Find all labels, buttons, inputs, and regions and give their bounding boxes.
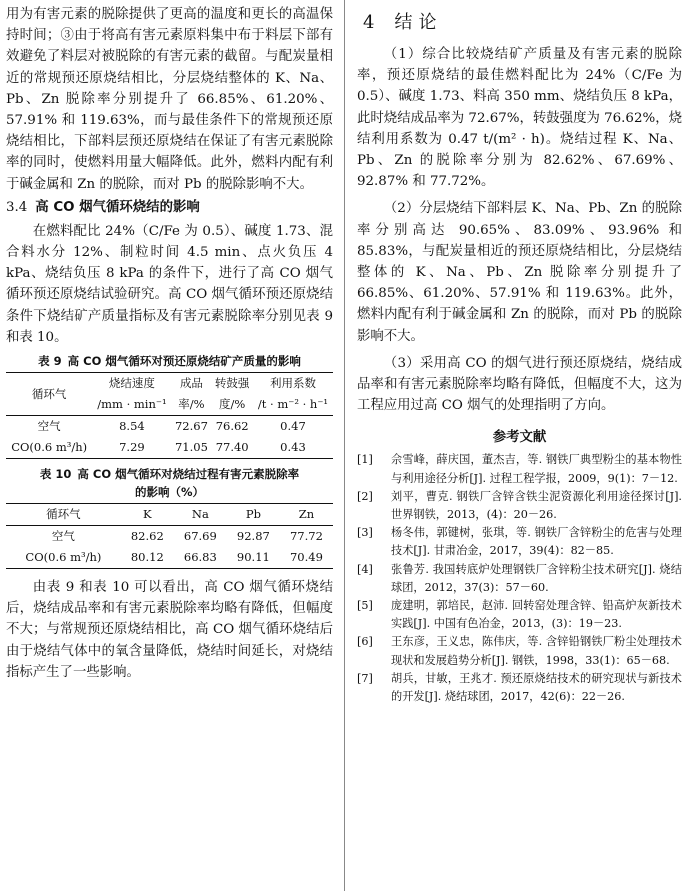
reference-item [357, 488, 682, 524]
table9-header-yield: 成品 [172, 373, 212, 395]
left-column [6, 4, 333, 683]
section-3-4-heading [6, 197, 333, 219]
paragraph-sec34: 在燃料配比 24%（C/Fe 为 0.5）、碱度 1.73、混合料水分 12%、制粒时间 4.5 min、点火负压 4 kPa、烧结负压 8 kPa 的条件下，进行了高 CO 烟气循环预还原烧结试验研究。高 CO 烟气循环预还原烧结条件下烧结矿产质量指标及有害元素脱除率分别见表 9 和表 10。 [6, 223, 333, 345]
conclusion-3: （3）采用高 CO 的烟气进行预还原烧结，烧结成品率和有害元素脱除率均略有降低，但幅度不大，这为工程应用过高 CO 烟气的处理指明了方向。 [357, 355, 682, 414]
section-title: 高 CO 烟气循环烧结的影响 [35, 199, 200, 215]
table-cell: 72.67 [174, 419, 208, 434]
table10-caption [6, 465, 333, 501]
table10-header-na: Na [174, 504, 227, 526]
reference-item [357, 524, 682, 560]
table-cell: 空气 [51, 529, 75, 544]
table-cell: 66.83 [174, 547, 227, 569]
reference-number: [2] [357, 489, 373, 503]
table10-title-line2: 的影响（%） [134, 485, 205, 500]
reference-text: 杨冬伟，郭键树，张琪，等. 钢铁厂含锌粉尘的危害与处理技术[J]. 甘肃冶金，2017，39(4)：82－85. [391, 526, 682, 558]
table9-unit-drum: 度/% [211, 394, 253, 416]
table-row [6, 547, 333, 569]
table-cell: 77.72 [289, 529, 323, 544]
table-cell: 92.87 [236, 529, 270, 544]
table-cell: 70.49 [280, 547, 333, 569]
chapter-heading [363, 8, 682, 38]
reference-item [357, 633, 682, 669]
table9 [6, 372, 333, 459]
reference-number: [5] [357, 599, 373, 613]
chapter-title: 结论 [394, 12, 443, 33]
table-cell: 77.40 [211, 437, 253, 459]
reference-number: [6] [357, 635, 373, 649]
table9-unit-yield: 率/% [172, 394, 212, 416]
right-column [357, 4, 682, 706]
table10-number: 表 10 [39, 467, 72, 482]
table-cell: 67.69 [183, 529, 217, 544]
table-cell: 71.05 [172, 437, 212, 459]
table9-caption [6, 352, 333, 370]
table9-title: 高 CO 烟气循环对预还原烧结矿产质量的影响 [67, 354, 301, 369]
table-row [6, 437, 333, 459]
table-cell: 82.62 [130, 529, 164, 544]
table-cell: CO(0.6 m³/h) [6, 547, 121, 569]
chapter-number: 4 [363, 12, 381, 33]
table9-header-speed: 烧结速度 [92, 373, 171, 395]
table9-unit-coef: /t · m⁻² · h⁻¹ [253, 394, 333, 416]
reference-item [357, 561, 682, 597]
reference-number: [4] [357, 562, 373, 576]
table-cell: 0.47 [280, 419, 306, 434]
section-number: 3.4 [6, 199, 28, 215]
table-row [6, 526, 333, 548]
table-cell: 80.12 [121, 547, 174, 569]
reference-number: [3] [357, 526, 373, 540]
reference-item [357, 451, 682, 487]
conclusion-1: （1）综合比较烧结矿产质量及有害元素的脱除率，预还原烧结的最佳燃料配比为 24%（C/Fe 为 0.5）、碱度 1.73、料高 350 mm、烧结负压 8 kPa，此时烧结成品率为 72.67%，转鼓强度为 76.62%，烧结利用系数为 0.47 t/(m² · h)。烧结过程 K、Na、Pb、Zn 的脱除率分别为 82.62%、67.69%、92.87% 和 77.72%。 [357, 47, 682, 190]
reference-item [357, 597, 682, 633]
conclusion-2: （2）分层烧结下部料层 K、Na、Pb、Zn 的脱除率分别高达 90.65%、83.09%、93.96% 和 85.83%，与配炭量相近的预还原烧结相比，分层烧结整体的 K、Na、Pb、Zn 脱除率分别提升了 66.85%、61.20%、57.91% 和 119.63%。此外，燃料内配有利于碱金属和 Zn 的脱除，而对 Pb 的脱除影响不大。 [357, 201, 682, 344]
reference-text: 刘平，曹克. 钢铁厂含锌含铁尘泥资源化利用途径探讨[J]. 世界钢铁，2013，(4)：20－26. [391, 489, 682, 522]
reference-text: 庞建明，郭培民，赵沛. 回转窑处理含锌、铅高炉灰新技术实践[J]. 中国有色冶金，2013，(3)：19－23. [391, 599, 682, 631]
table9-number: 表 9 [38, 354, 62, 369]
table10-header-k: K [121, 504, 174, 526]
table-cell: 空气 [37, 419, 61, 434]
table10-title: 高 CO 烟气循环对烧结过程有害元素脱除率 [77, 467, 300, 482]
table9-header-gas: 循环气 [6, 373, 92, 416]
reference-item [357, 670, 682, 706]
reference-text: 王东彦，王义忠，陈伟庆，等. 含锌铅钢铁厂粉尘处理技术现状和发展趋势分析[J]. 钢铁，1998，33(1)：65－68. [391, 635, 682, 667]
reference-number: [1] [357, 453, 373, 467]
table-cell: 76.62 [215, 419, 249, 434]
table9-header-coef: 利用系数 [253, 373, 333, 395]
references-heading: 参考文献 [492, 430, 547, 446]
paragraph-after-tables: 由表 9 和表 10 可以看出，高 CO 烟气循环烧结后，烧结成品率和有害元素脱除率均略有降低，但幅度不大；与常规预还原烧结相比，高 CO 烟气循环烧结后由于烧结气体中的氧含量降低，烧结时间延长，对烧结指标产生了一些影响。 [6, 580, 333, 680]
table10-header-zn: Zn [280, 504, 333, 526]
reference-text: 胡兵，甘敏，王兆才. 预还原烧结技术的研究现状与新技术的开发[J]. 烧结球团，2017，42(6)：22－26. [391, 671, 682, 704]
table-cell: 8.54 [119, 419, 145, 434]
reference-number: [7] [357, 671, 373, 685]
table-cell: 0.43 [253, 437, 333, 459]
table-row [6, 416, 333, 438]
table-cell: 7.29 [92, 437, 171, 459]
table9-header-drum: 转鼓强 [211, 373, 253, 395]
reference-list [357, 451, 682, 706]
table10-header-gas: 循环气 [6, 504, 121, 526]
paragraph-continued: 用为有害元素的脱除提供了更高的温度和更长的高温保持时间；③由于将高有害元素原料集中布于料层下部有效避免了料层对被脱除的有害元素的截留。与配炭量相近的常规预还原烧结相比，分层烧结整体的 K、Na、Pb、Zn 脱除率分别提升了 66.85%、61.20%、57.91% 和 119.63%，而与最佳条件下的常规预还原烧结相比，下部料层预还原烧结在保证了有害元素脱除率的同时，使燃料用量大幅降低。此外，燃料内配有利于碱金属和 Zn 的脱除，而对 Pb 的脱除影响不大。 [6, 7, 333, 192]
table-cell: CO(0.6 m³/h) [6, 437, 92, 459]
table10 [6, 503, 333, 569]
reference-text: 张鲁芳. 我国转底炉处理钢铁厂含锌粉尘技术研究[J]. 烧结球团，2012，37(3)：57－60. [391, 562, 682, 594]
reference-text: 佘雪峰，薛庆国，董杰吉，等. 钢铁厂典型粉尘的基本物性与利用途径分析[J]. 过程工程学报，2009，9(1)：7－12. [391, 453, 682, 485]
table10-header-pb: Pb [227, 504, 280, 526]
table-cell: 90.11 [227, 547, 280, 569]
table9-unit-speed: /mm · min⁻¹ [92, 394, 171, 416]
column-divider [344, 0, 345, 891]
